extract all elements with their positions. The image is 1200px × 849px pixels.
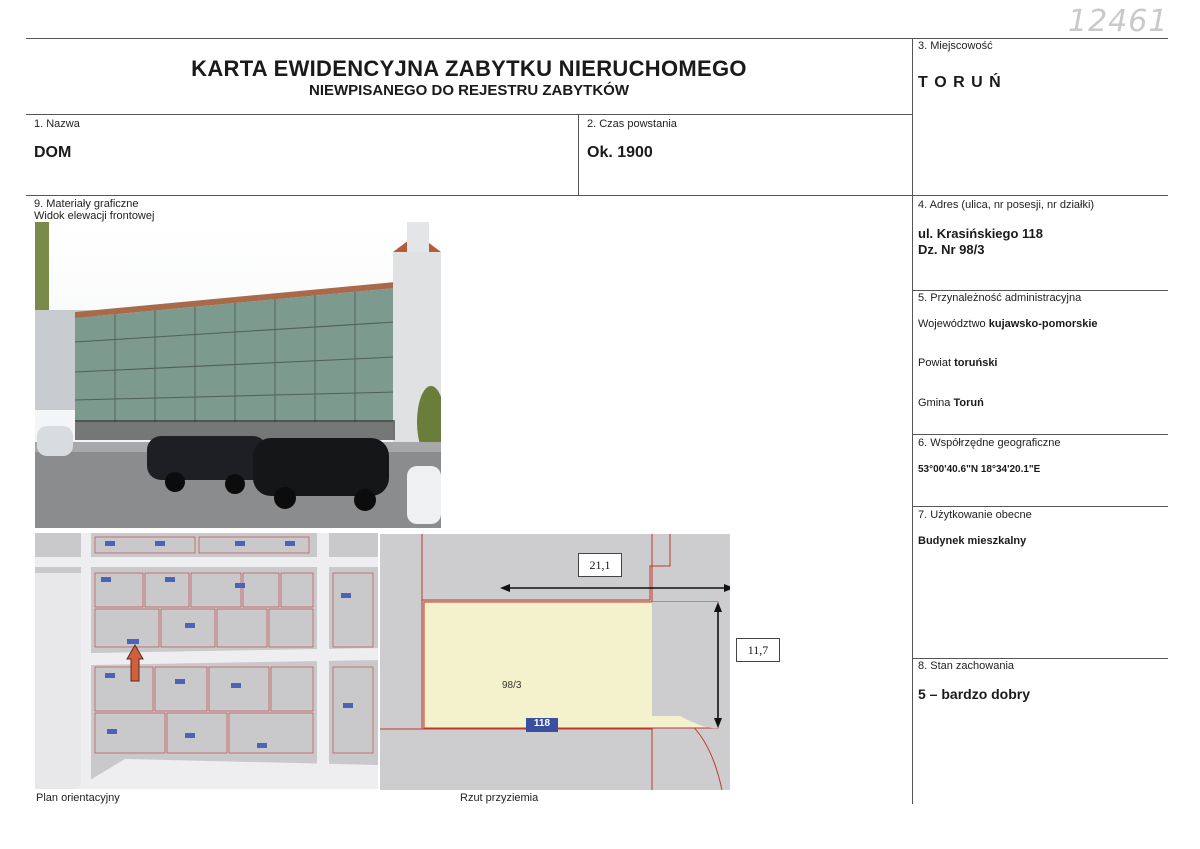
page-title: KARTA EWIDENCYJNA ZABYTKU NIERUCHOMEGO bbox=[191, 56, 747, 81]
wojewodztwo-prefix: Województwo bbox=[918, 318, 986, 330]
czas-label: 2. Czas powstania bbox=[587, 118, 677, 130]
height-dimension-label: 11,7 bbox=[736, 638, 780, 662]
materialy-label: 9. Materiały graficzne bbox=[34, 198, 139, 210]
nazwa-value: DOM bbox=[34, 144, 72, 161]
adres-line1: ul. Krasińskiego 118 bbox=[918, 226, 1044, 241]
czas-value: Ok. 1900 bbox=[587, 144, 653, 161]
right-column-divider bbox=[912, 38, 913, 804]
width-dimension-label: 21,1 bbox=[578, 553, 622, 577]
uzytkowanie-value: Budynek mieszkalny bbox=[918, 535, 1027, 547]
adres-line2: Dz. Nr 98/3 bbox=[918, 242, 985, 257]
wspolrzedne-value: 53°00'40.6"N 18°34'20.1"E bbox=[918, 464, 1041, 475]
coords-bottom-border bbox=[912, 506, 1168, 507]
row1-bottom-border bbox=[26, 195, 1168, 196]
name-date-divider bbox=[578, 114, 579, 195]
stan-label: 8. Stan zachowania bbox=[918, 660, 1015, 672]
page-subtitle: NIEWPISANEGO DO REJESTRU ZABYTKÓW bbox=[308, 82, 630, 99]
handwritten-inventory-number: 12461 bbox=[1068, 4, 1169, 39]
rzut-caption: Rzut przyziemia bbox=[460, 792, 539, 804]
orientation-plan-map bbox=[35, 533, 378, 789]
header-bottom-border bbox=[26, 114, 912, 115]
plan-caption: Plan orientacyjny bbox=[36, 792, 120, 804]
powiat-line bbox=[918, 357, 998, 369]
miejscowosc-value: T O R U Ń bbox=[918, 74, 1002, 91]
miejscowosc-label: 3. Miejscowość bbox=[918, 40, 993, 52]
parcel-number-label: 98/3 bbox=[502, 680, 522, 691]
gmina-value: Toruń bbox=[953, 397, 984, 409]
uzytkowanie-label: 7. Użytkowanie obecne bbox=[918, 509, 1032, 521]
wspolrzedne-label: 6. Współrzędne geograficzne bbox=[918, 437, 1061, 449]
powiat-prefix: Powiat bbox=[918, 357, 952, 369]
house-number-label: 118 bbox=[533, 718, 551, 729]
powiat-value: toruński bbox=[954, 357, 998, 369]
gmina-line bbox=[918, 397, 984, 409]
materialy-caption: Widok elewacji frontowej bbox=[34, 210, 155, 222]
usage-bottom-border bbox=[912, 658, 1168, 659]
wojewodztwo-value: kujawsko-pomorskie bbox=[988, 318, 1098, 330]
nazwa-label: 1. Nazwa bbox=[34, 118, 80, 130]
address-bottom-border bbox=[912, 290, 1168, 291]
stan-value: 5 – bardzo dobry bbox=[918, 686, 1031, 702]
admin-bottom-border bbox=[912, 434, 1168, 435]
gmina-prefix: Gmina bbox=[918, 397, 951, 409]
top-border bbox=[26, 38, 1168, 39]
ground-floor-plan bbox=[380, 534, 730, 790]
wojewodztwo-line bbox=[918, 318, 1098, 330]
przynaleznosc-label: 5. Przynależność administracyjna bbox=[918, 292, 1082, 304]
adres-label: 4. Adres (ulica, nr posesji, nr działki) bbox=[918, 199, 1095, 211]
front-elevation-photo bbox=[35, 222, 441, 528]
